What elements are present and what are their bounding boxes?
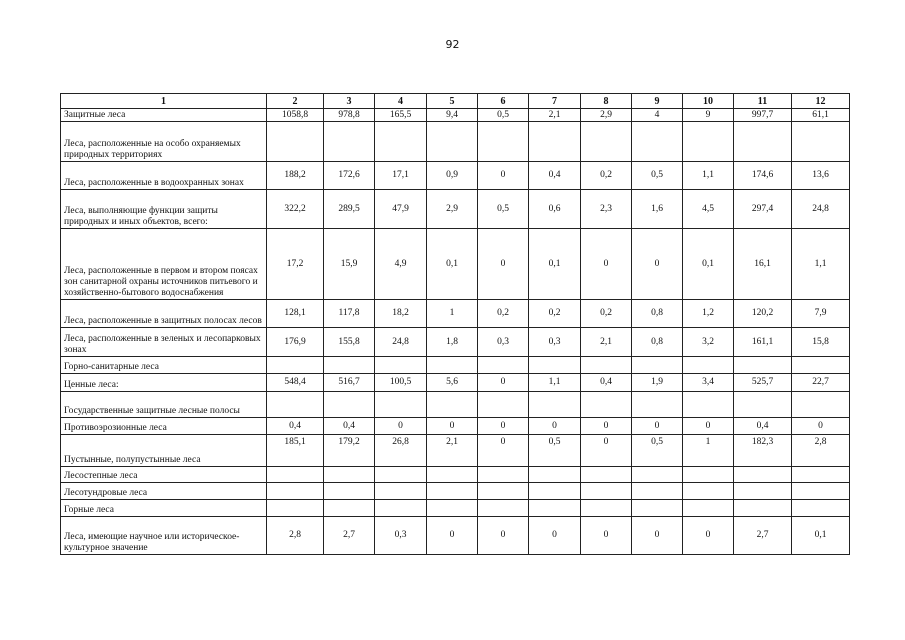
- row-label: Лесотундровые леса: [61, 483, 267, 500]
- table-cell: 2,7: [324, 517, 375, 555]
- forest-table: [60, 93, 850, 555]
- table-cell: 176,9: [267, 328, 324, 357]
- table-cell: [683, 122, 734, 162]
- table-cell: 0,6: [529, 190, 581, 229]
- table-cell: 0: [478, 517, 529, 555]
- table-cell: 0: [375, 418, 427, 435]
- table-cell: [529, 483, 581, 500]
- table-cell: 3,4: [683, 374, 734, 392]
- column-header: 9: [632, 94, 683, 109]
- table-cell: 22,7: [792, 374, 850, 392]
- table-cell: 17,2: [267, 229, 324, 300]
- table-cell: [632, 500, 683, 517]
- table-cell: 0: [632, 517, 683, 555]
- table-row: [61, 122, 850, 162]
- table-cell: 3,2: [683, 328, 734, 357]
- table-cell: [478, 467, 529, 483]
- table-cell: 0,5: [478, 109, 529, 122]
- table-cell: 26,8: [375, 435, 427, 467]
- table-cell: 0,1: [792, 517, 850, 555]
- table-cell: 978,8: [324, 109, 375, 122]
- table-cell: 2,1: [427, 435, 478, 467]
- row-label: Горно-санитарные леса: [61, 357, 267, 374]
- table-cell: 0,1: [427, 229, 478, 300]
- table-cell: 0,9: [427, 162, 478, 190]
- table-cell: [324, 483, 375, 500]
- table-cell: 2,1: [529, 109, 581, 122]
- row-label: Леса, расположенные в защитных полосах лесов: [61, 300, 267, 328]
- table-cell: [427, 122, 478, 162]
- table-row: [61, 483, 850, 500]
- table-cell: 61,1: [792, 109, 850, 122]
- table-cell: [734, 122, 792, 162]
- table-cell: [529, 357, 581, 374]
- table-cell: [375, 122, 427, 162]
- table-cell: 0,2: [581, 300, 632, 328]
- table-cell: 0,5: [632, 162, 683, 190]
- column-header: 3: [324, 94, 375, 109]
- table-cell: 185,1: [267, 435, 324, 467]
- table-cell: 161,1: [734, 328, 792, 357]
- row-label: Леса, выполняющие функции защиты природных и иных объектов, всего:: [61, 190, 267, 229]
- table-cell: [529, 122, 581, 162]
- table-cell: 2,9: [581, 109, 632, 122]
- table-cell: 9: [683, 109, 734, 122]
- table-cell: [734, 467, 792, 483]
- table-cell: [683, 483, 734, 500]
- table-cell: [581, 483, 632, 500]
- table-cell: 0: [581, 435, 632, 467]
- table-cell: [529, 500, 581, 517]
- column-header-row: [61, 94, 850, 109]
- table-cell: [581, 357, 632, 374]
- table-cell: 1,6: [632, 190, 683, 229]
- table-cell: 13,6: [792, 162, 850, 190]
- row-label: Ценные леса:: [61, 374, 267, 392]
- table-cell: [267, 467, 324, 483]
- table-cell: 120,2: [734, 300, 792, 328]
- table-cell: 0,3: [529, 328, 581, 357]
- table-cell: 0,4: [581, 374, 632, 392]
- table-cell: 0: [529, 418, 581, 435]
- table-cell: [683, 467, 734, 483]
- table-cell: 2,9: [427, 190, 478, 229]
- table-cell: 128,1: [267, 300, 324, 328]
- table-row: [61, 467, 850, 483]
- table-cell: 297,4: [734, 190, 792, 229]
- table-cell: 100,5: [375, 374, 427, 392]
- table-cell: 2,7: [734, 517, 792, 555]
- table-row: [61, 300, 850, 328]
- table-cell: 0,4: [324, 418, 375, 435]
- row-label: Леса, расположенные в зеленых и лесопарковых зонах: [61, 328, 267, 357]
- table-cell: 9,4: [427, 109, 478, 122]
- table-cell: 2,1: [581, 328, 632, 357]
- page-number: 92: [445, 38, 460, 51]
- table-cell: 1,1: [792, 229, 850, 300]
- table-cell: [478, 500, 529, 517]
- row-label: Лесостепные леса: [61, 467, 267, 483]
- table-cell: [478, 357, 529, 374]
- table-cell: [792, 392, 850, 418]
- table-cell: [324, 122, 375, 162]
- table-cell: 1,8: [427, 328, 478, 357]
- table-cell: 117,8: [324, 300, 375, 328]
- table-cell: 17,1: [375, 162, 427, 190]
- row-label: Горные леса: [61, 500, 267, 517]
- table-cell: 0: [632, 229, 683, 300]
- table-cell: [734, 357, 792, 374]
- table-row: [61, 229, 850, 300]
- table-cell: [267, 500, 324, 517]
- table-cell: 548,4: [267, 374, 324, 392]
- table-cell: 1,1: [683, 162, 734, 190]
- table-cell: [375, 357, 427, 374]
- table-cell: [632, 483, 683, 500]
- table-row: [61, 357, 850, 374]
- table-cell: 16,1: [734, 229, 792, 300]
- table-cell: [267, 122, 324, 162]
- table-cell: 1,1: [529, 374, 581, 392]
- table-cell: 0,8: [632, 300, 683, 328]
- table-row: [61, 162, 850, 190]
- table-cell: [581, 467, 632, 483]
- table-cell: [632, 467, 683, 483]
- table-cell: [267, 483, 324, 500]
- table-row: [61, 374, 850, 392]
- row-label: Леса, расположенные на особо охраняемых природных территориях: [61, 122, 267, 162]
- column-header: 6: [478, 94, 529, 109]
- table-cell: [267, 392, 324, 418]
- table-cell: 0: [632, 418, 683, 435]
- table-cell: 1058,8: [267, 109, 324, 122]
- table-cell: 24,8: [792, 190, 850, 229]
- table-cell: [581, 500, 632, 517]
- table-cell: 4,5: [683, 190, 734, 229]
- column-header: 11: [734, 94, 792, 109]
- table-cell: 2,8: [792, 435, 850, 467]
- table-cell: 289,5: [324, 190, 375, 229]
- table-cell: 0: [478, 435, 529, 467]
- table-cell: [581, 122, 632, 162]
- table-cell: [427, 392, 478, 418]
- column-header: 7: [529, 94, 581, 109]
- table-cell: 0: [478, 374, 529, 392]
- row-label: Леса, расположенные в водоохранных зонах: [61, 162, 267, 190]
- table-cell: 5,6: [427, 374, 478, 392]
- table-cell: [529, 467, 581, 483]
- table-row: [61, 392, 850, 418]
- table-cell: [683, 392, 734, 418]
- table-cell: [267, 357, 324, 374]
- table-cell: 47,9: [375, 190, 427, 229]
- table-cell: [427, 500, 478, 517]
- table-cell: 0,1: [529, 229, 581, 300]
- table-cell: 0,5: [478, 190, 529, 229]
- table-cell: [632, 122, 683, 162]
- row-label: Пустынные, полупустынные леса: [61, 435, 267, 467]
- table-cell: 525,7: [734, 374, 792, 392]
- column-header: 4: [375, 94, 427, 109]
- table-cell: 182,3: [734, 435, 792, 467]
- table-cell: [375, 467, 427, 483]
- table-row: [61, 435, 850, 467]
- table-cell: 0,3: [478, 328, 529, 357]
- table-cell: 2,8: [267, 517, 324, 555]
- table-cell: 0: [581, 517, 632, 555]
- table-cell: 1: [683, 435, 734, 467]
- table-cell: 0,5: [529, 435, 581, 467]
- table-cell: 516,7: [324, 374, 375, 392]
- table-cell: [529, 392, 581, 418]
- column-header: 10: [683, 94, 734, 109]
- table-cell: [683, 357, 734, 374]
- table-cell: 155,8: [324, 328, 375, 357]
- table-cell: 0,4: [529, 162, 581, 190]
- table-cell: 165,5: [375, 109, 427, 122]
- table-cell: [792, 122, 850, 162]
- table-cell: [734, 392, 792, 418]
- table-cell: [581, 392, 632, 418]
- table-cell: [375, 392, 427, 418]
- table-cell: 0,4: [267, 418, 324, 435]
- table-cell: [324, 500, 375, 517]
- row-label: Леса, имеющие научное или историческое-культурное значение: [61, 517, 267, 555]
- table-row: [61, 500, 850, 517]
- table-cell: 188,2: [267, 162, 324, 190]
- table-cell: [632, 392, 683, 418]
- table-cell: [478, 122, 529, 162]
- table-row: [61, 418, 850, 435]
- table-cell: 172,6: [324, 162, 375, 190]
- table-cell: 0,3: [375, 517, 427, 555]
- table-cell: 15,8: [792, 328, 850, 357]
- row-label: Леса, расположенные в первом и втором поясах зон санитарной охраны источников питьевого и хозяйственно-бытового водоснабжения: [61, 229, 267, 300]
- table-cell: [427, 357, 478, 374]
- table-cell: [792, 500, 850, 517]
- row-label: Противоэрозионные леса: [61, 418, 267, 435]
- table-cell: 179,2: [324, 435, 375, 467]
- column-header: 8: [581, 94, 632, 109]
- table-cell: 0,8: [632, 328, 683, 357]
- table-cell: 4,9: [375, 229, 427, 300]
- column-header: 5: [427, 94, 478, 109]
- table-cell: 0: [427, 418, 478, 435]
- column-header: 12: [792, 94, 850, 109]
- table-cell: 0,2: [529, 300, 581, 328]
- table-cell: 174,6: [734, 162, 792, 190]
- table-cell: [427, 483, 478, 500]
- table-cell: 1: [427, 300, 478, 328]
- row-label: Государственные защитные лесные полосы: [61, 392, 267, 418]
- table-cell: 322,2: [267, 190, 324, 229]
- column-header: 1: [61, 94, 267, 109]
- table-cell: 0: [581, 229, 632, 300]
- table-cell: [375, 483, 427, 500]
- table-cell: 0: [792, 418, 850, 435]
- table-cell: [792, 357, 850, 374]
- table-cell: 0: [529, 517, 581, 555]
- table-cell: 7,9: [792, 300, 850, 328]
- table-cell: 24,8: [375, 328, 427, 357]
- table-cell: 0,2: [581, 162, 632, 190]
- table-cell: [324, 357, 375, 374]
- table-cell: 0: [478, 229, 529, 300]
- table-cell: 0,2: [478, 300, 529, 328]
- table-cell: 1,2: [683, 300, 734, 328]
- table-cell: [478, 483, 529, 500]
- table-cell: 0: [581, 418, 632, 435]
- table-cell: 0,4: [734, 418, 792, 435]
- table-cell: [632, 357, 683, 374]
- table-cell: [375, 500, 427, 517]
- row-label: Защитные леса: [61, 109, 267, 122]
- table-cell: 18,2: [375, 300, 427, 328]
- table-cell: [478, 392, 529, 418]
- table-row: [61, 517, 850, 555]
- table-cell: [792, 467, 850, 483]
- table-cell: [427, 467, 478, 483]
- table-row: [61, 328, 850, 357]
- column-header: 2: [267, 94, 324, 109]
- table-row: [61, 190, 850, 229]
- table-cell: [324, 392, 375, 418]
- table-cell: 0: [427, 517, 478, 555]
- table-cell: 997,7: [734, 109, 792, 122]
- table-cell: 4: [632, 109, 683, 122]
- table-cell: 0,5: [632, 435, 683, 467]
- table-cell: 0: [478, 418, 529, 435]
- table-row: [61, 109, 850, 122]
- table-cell: 15,9: [324, 229, 375, 300]
- table-cell: [683, 500, 734, 517]
- table-cell: 0: [683, 418, 734, 435]
- table-cell: 2,3: [581, 190, 632, 229]
- table-cell: 0: [683, 517, 734, 555]
- table-cell: 0,1: [683, 229, 734, 300]
- table-cell: 0: [478, 162, 529, 190]
- table-cell: [792, 483, 850, 500]
- table-cell: [734, 500, 792, 517]
- table-cell: [734, 483, 792, 500]
- table-cell: [324, 467, 375, 483]
- table-cell: 1,9: [632, 374, 683, 392]
